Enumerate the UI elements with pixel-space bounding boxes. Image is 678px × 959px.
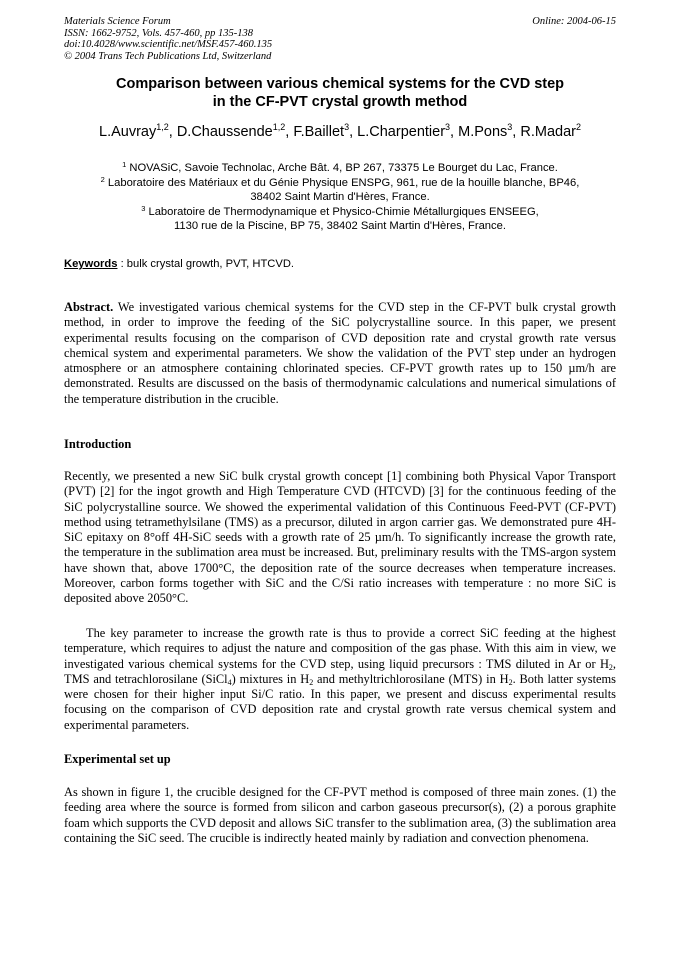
affiliation-text: Laboratoire des Matériaux et du Génie Physique ENSPG, 961, rue de la houille blanche, BP46, bbox=[107, 176, 580, 189]
author-name: L.Auvray bbox=[99, 124, 157, 140]
affiliation-1 bbox=[64, 161, 616, 176]
affiliation-list bbox=[64, 161, 616, 234]
keywords-label: Keywords bbox=[64, 258, 118, 270]
author-list: L.Auvray$^{1,2}$, D.Chaussende$^{1,2}$, F.Baillet$^3$, L.Charpentier$^3$, M.Pons$^3$, R.Madar$^2$ bbox=[99, 122, 581, 140]
author-affiliation: 3 bbox=[344, 122, 350, 132]
affiliation-3 bbox=[64, 205, 616, 220]
intro-p2-text: , TMS and tetrachlorosilane (SiCl bbox=[64, 656, 616, 686]
title-line-1: Comparison between various chemical systems for the CVD step bbox=[115, 76, 565, 92]
affiliation-2-cont: 38402 Saint Martin d'Hères, France. bbox=[250, 191, 430, 204]
author-name: D.Chaussende bbox=[176, 124, 273, 140]
author-affiliation: 1,2 bbox=[156, 122, 169, 132]
subscript: 2 bbox=[508, 677, 513, 687]
title-line-2: in the CF-PVT crystal growth method bbox=[212, 93, 468, 110]
affiliation-number: 3 bbox=[141, 203, 146, 213]
paper-title bbox=[64, 76, 616, 111]
abstract-text: We investigated various chemical systems for the CVD step in the CF-PVT bulk crystal growth method, in order to improve the feeding of the SiC polycrystalline source. In this paper, we present experimental results focusing on the comparison of CVD deposition rate and crystal growth rate versus chemical system and experimental parameters. We show the validation of the PVT step under an hydrogen atmosphere or an atmosphere containing chlorinated species. CF-PVT growth rates up to 150 µm/h are demonstrated. Results are discussed on the basis of thermodynamic calculations and numerical simulations of the temperature distribution in the crucible. bbox=[64, 300, 616, 406]
author-name: R.Madar bbox=[520, 124, 576, 140]
intro-p2-text: ) mixtures in H bbox=[231, 671, 310, 686]
introduction-heading: Introduction bbox=[64, 437, 132, 451]
author-affiliation: 1,2 bbox=[272, 122, 286, 132]
affiliation-text: NOVASiC, Savoie Technolac, Arche Bât. 4, BP 267, 73375 Le Bourget du Lac, France. bbox=[129, 162, 558, 174]
keywords-line bbox=[64, 257, 616, 271]
keywords-text: : bulk crystal growth, PVT, HTCVD. bbox=[117, 258, 295, 270]
online-date: Online: 2004-06-15 bbox=[532, 16, 616, 27]
introduction-paragraph-1: Recently, we presented a new SiC bulk crystal growth concept [1] combining both Physical Vapor Transport (PVT) [2] for the ingot growth and High Temperature CVD (HTCVD) [3] for the continuous feeding of the SiC polycrystalline source. We showed the experimental validation of this Continuous Feed-PVT (CF-PVT) method using tetramethylsilane (TMS) as a precursor, diluted in argon carrier gas. We demonstrated pure 4H-SiC epitaxy on 8°off 4H-SiC seeds with a growth rate of 25 µm/h. To significantly increase the growth rate, the temperature in the sublimation area must be increased. But, preliminary results with the TMS-argon system have shown that, above 1700°C, the deposition rate of the source decreases when temperature increases. Moreover, carbon forms together with SiC and the C/Si ratio increases with temperature : no more SiC is deposited above 2050°C. bbox=[64, 469, 616, 606]
intro-p2-text: The key parameter to increase the growth rate is thus to provide a correct SiC feeding at the highest temperature, which requires to adjust the nature and composition of the gas phase. With this aim in view, we investigated various chemical systems for the CVD step, using liquid precursors : TMS diluted in Ar or H bbox=[64, 626, 616, 671]
introduction-paragraph-2 bbox=[64, 626, 616, 733]
abstract-paragraph bbox=[64, 300, 616, 407]
intro-p2-text: . Both latter systems were chosen for their higher input Si/C ratio. In this paper, we present and discuss experimental results focusing on the comparison of CVD deposition rate and crystal growth rate versus chemical system and experimental parameters. bbox=[64, 671, 616, 732]
author-name: L.Charpentier bbox=[357, 124, 446, 140]
author-name: F.Baillet bbox=[293, 124, 345, 140]
abstract-label: Abstract. bbox=[64, 300, 114, 314]
affiliation-2 bbox=[64, 176, 616, 191]
journal-name: Materials Science Forum bbox=[64, 16, 171, 27]
affiliation-number: 2 bbox=[100, 174, 105, 184]
copyright-line: © 2004 Trans Tech Publications Ltd, Switzerland bbox=[64, 50, 272, 62]
author-affiliation: 3 bbox=[507, 122, 513, 132]
affiliation-text: Laboratoire de Thermodynamique et Physico-Chimie Métallurgiques ENSEEG, bbox=[148, 205, 539, 218]
author-name: M.Pons bbox=[458, 124, 508, 140]
author-affiliation: 2 bbox=[575, 122, 581, 132]
author-affiliation: 3 bbox=[445, 122, 451, 132]
subscript: 4 bbox=[227, 677, 232, 687]
subscript: 2 bbox=[309, 677, 314, 687]
affiliation-number: 1 bbox=[122, 160, 127, 169]
doi-link[interactable]: doi:10.4028/www.scientific.net/MSF.457-460.135 bbox=[64, 39, 273, 50]
setup-paragraph-1: As shown in figure 1, the crucible designed for the CF-PVT method is composed of three main zones. (1) the feeding area where the source is formed from silicon and carbon gaseous precursor(s), (2) a porous graphite foam which supports the CVD deposit and allows SiC transfer to the sublimation area, (3) the sublimation area containing the SiC seed. The crucible is indirectly heated mainly by radiation and convection phenomena. bbox=[64, 785, 616, 845]
intro-p2-text: and methyltrichlorosilane (MTS) in H bbox=[313, 671, 509, 686]
issn-line: ISSN: 1662-9752, Vols. 457-460, pp 135-138 bbox=[64, 27, 253, 39]
setup-heading: Experimental set up bbox=[64, 752, 171, 766]
subscript: 2 bbox=[608, 662, 613, 672]
affiliation-3-cont: 1130 rue de la Piscine, BP 75, 38402 Saint Martin d'Hères, France. bbox=[174, 220, 506, 233]
